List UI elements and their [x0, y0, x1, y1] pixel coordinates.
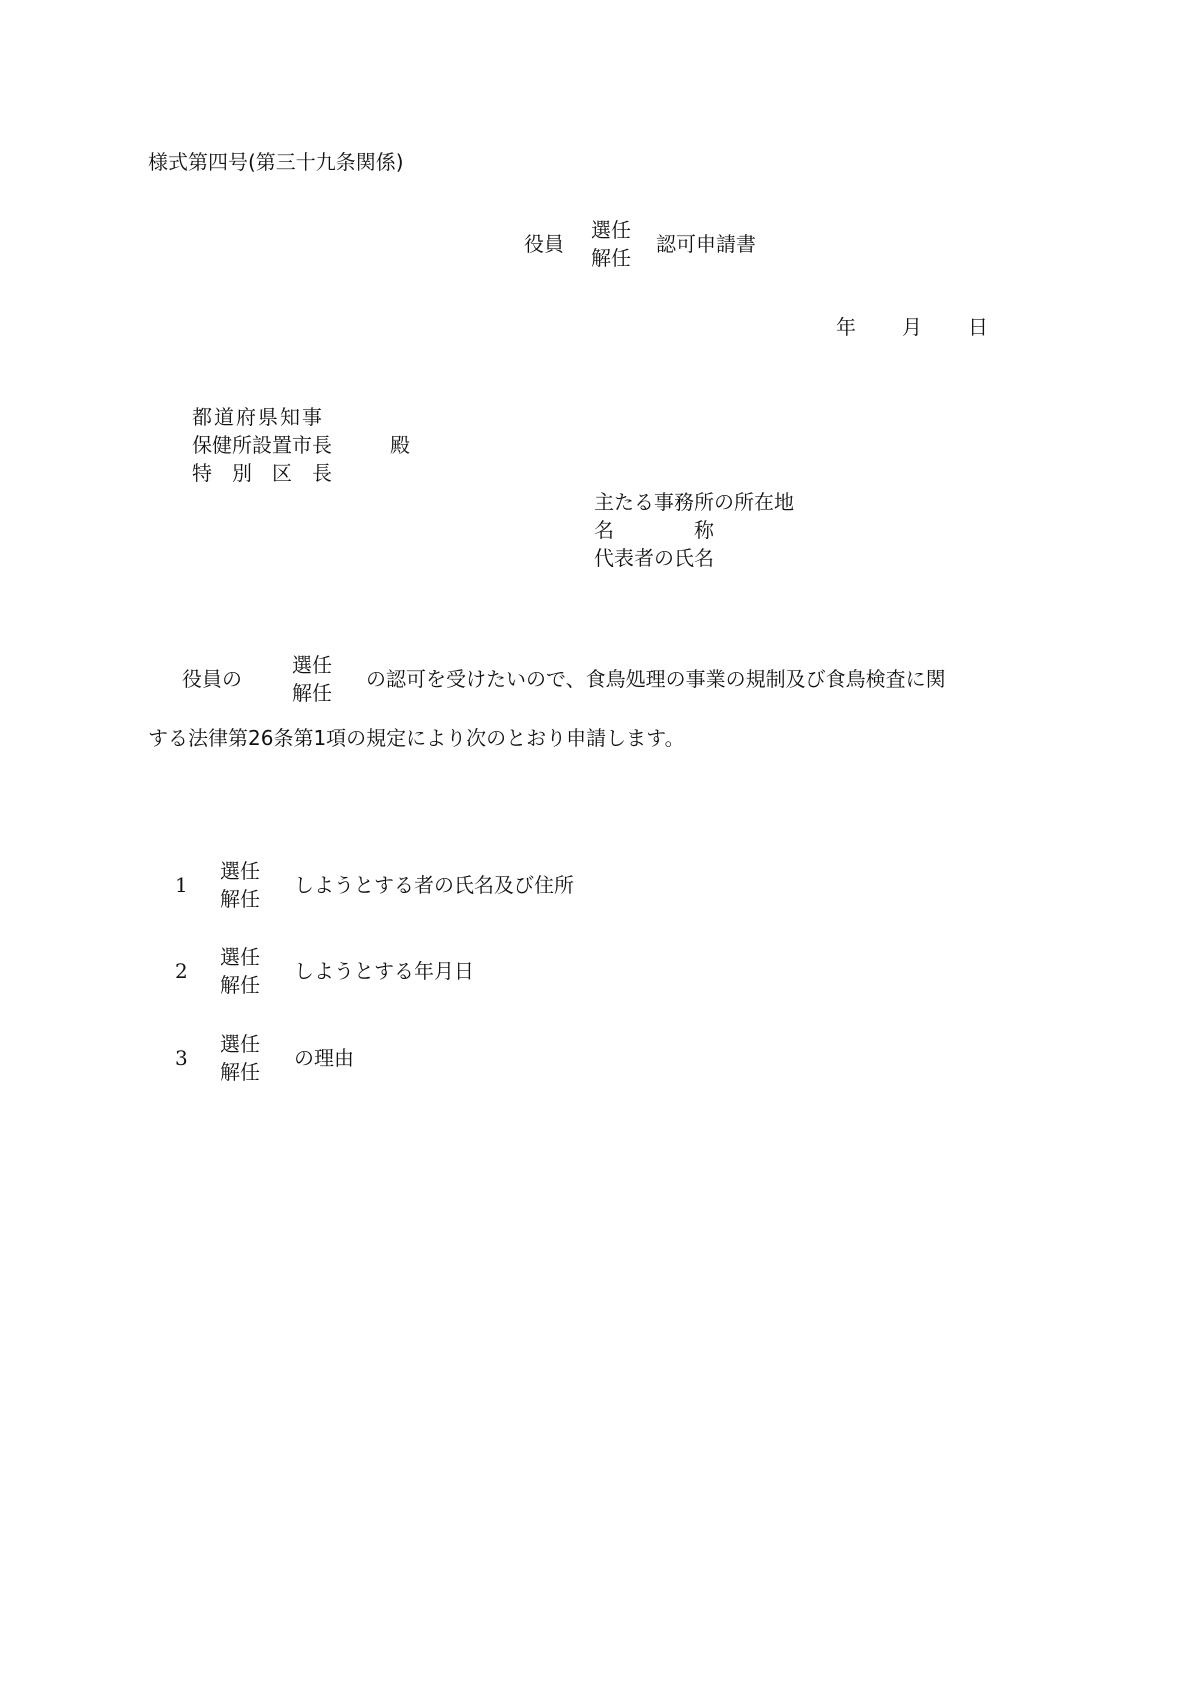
title-prefix: 役員 [524, 232, 564, 256]
item-text: しようとする年月日 [294, 959, 474, 983]
applicant-name-label: 名 称 [594, 518, 714, 542]
item-option-bottom: 解任 [220, 973, 260, 997]
addressee-ward-head: 特 別 区 長 [192, 461, 332, 485]
form-label: 様式第四号(第三十九条関係) [148, 150, 404, 174]
title-option-bottom: 解任 [591, 246, 631, 270]
statement-option-bottom: 解任 [292, 681, 332, 705]
item-option-bottom: 解任 [220, 887, 260, 911]
date-month: 月 [902, 315, 922, 339]
statement-option-top: 選任 [292, 653, 332, 677]
date-day: 日 [968, 315, 988, 339]
item-number: 1 [175, 873, 188, 897]
item-text: の理由 [294, 1046, 354, 1070]
statement-lead: 役員の [182, 667, 242, 691]
statement-line2: する法律第26条第1項の規定により次のとおり申請します。 [148, 726, 685, 750]
item-number: 2 [175, 959, 188, 983]
title-suffix: 認可申請書 [656, 232, 756, 256]
addressee-honorific: 殿 [390, 433, 410, 457]
item-number: 3 [175, 1046, 188, 1070]
title-option-top: 選任 [591, 218, 631, 242]
applicant-representative-label: 代表者の氏名 [594, 546, 714, 570]
item-option-bottom: 解任 [220, 1060, 260, 1084]
date-year: 年 [836, 315, 856, 339]
addressee-mayor: 保健所設置市長 [192, 433, 332, 457]
item-option-top: 選任 [220, 1032, 260, 1056]
item-text: しようとする者の氏名及び住所 [294, 873, 574, 897]
item-option-top: 選任 [220, 945, 260, 969]
applicant-address-label: 主たる事務所の所在地 [594, 490, 794, 514]
item-option-top: 選任 [220, 859, 260, 883]
addressee-governor: 都道府県知事 [192, 405, 324, 429]
statement-line1: の認可を受けたいので、食鳥処理の事業の規制及び食鳥検査に関 [366, 667, 946, 691]
